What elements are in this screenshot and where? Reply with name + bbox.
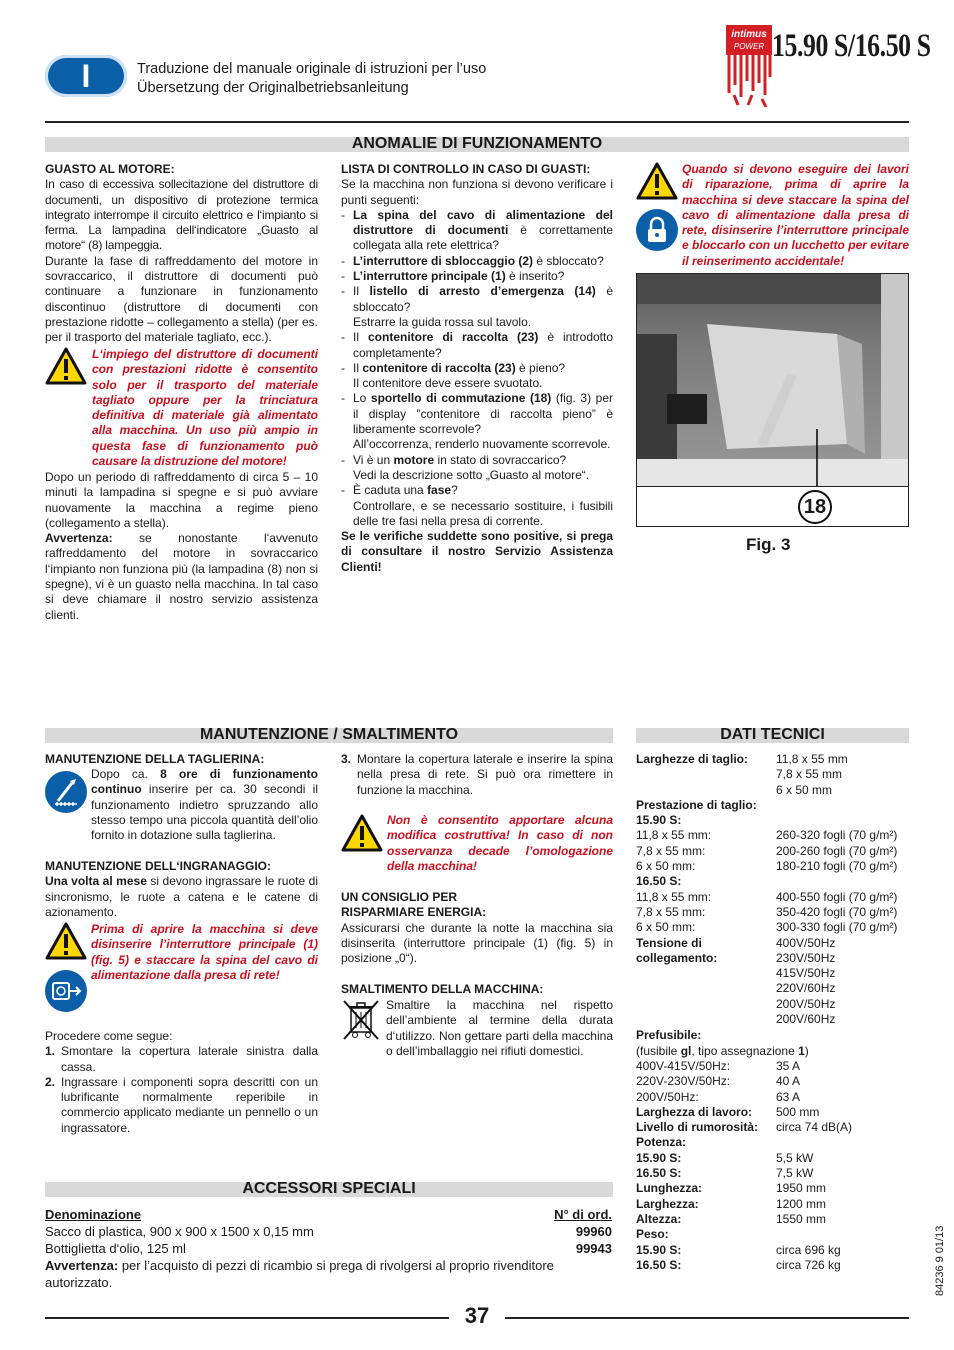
disposal-text: Smaltire la macchina nel rispetto dell’ambiente al termine della durata d‘utilizzo. Non gettare parti della macchina o dell’imballaggio nei rifiuti domestici.: [386, 998, 613, 1058]
tech-row: 15.90 S: 5,5 kW: [636, 1150, 814, 1165]
checklist-heading: LISTA DI CONTROLLO IN CASO DI GUASTI:: [341, 162, 591, 176]
tech-label: Peso:: [636, 1227, 669, 1242]
accessory-row: Bottiglietta d‘olio, 125 ml 99943: [45, 1241, 612, 1256]
energy-text: Assicurarsi che durante la notte la macchina sia disinserita (interruttore principale (1) (fig. 5) in posizione „0“).: [341, 920, 613, 966]
checklist-list: [341, 208, 613, 529]
tech-label: Prefusibile:: [636, 1028, 702, 1043]
checklist-item: - Il contenitore di raccolta (23) è pieno? Il contenitore deve essere svuotato.: [341, 361, 613, 392]
energy-section: [341, 890, 613, 966]
accessory-row: Sacco di plastica, 900 x 900 x 1500 x 0,15 mm 99960: [45, 1224, 612, 1239]
maint-gear-section: [45, 859, 318, 920]
tech-row: Larghezze di taglio: 11,8 x 55 mm 7,8 x 55 mm 6 x 50 mm: [636, 752, 848, 797]
oil-can-icon: [45, 771, 87, 813]
motor-fault-section: [45, 162, 318, 346]
accessori-title: ACCESSORI SPECIALI: [242, 1180, 416, 1197]
header-line-1: Traduzione del manuale originale di istruzioni per l’uso: [137, 61, 487, 77]
callout-18: [798, 490, 832, 524]
header-rule: [45, 121, 909, 123]
checklist-item: - Lo sportello di commutazione (18) (fig. 3) per il display ”contenitore di raccolta pieno” è liberamente scorrevole? All’occorrenza, renderlo nuovamente scorrevole.: [341, 391, 613, 452]
header-line-2: Übersetzung der Originalbetriebsanleitung: [137, 80, 409, 96]
manutenzione-title: MANUTENZIONE / SMALTIMENTO: [199, 726, 459, 743]
tech-row: Lunghezza: 1950 mm: [636, 1181, 827, 1196]
brand-sub: POWER: [733, 42, 765, 51]
procedure-steps-continued: [341, 752, 613, 798]
accessories-table: [45, 1206, 612, 1291]
motor-fault-heading: GUASTO AL MOTORE:: [45, 162, 175, 176]
tech-row: 11,8 x 55 mm: 400-550 fogli (70 g/m²): [636, 889, 898, 904]
tech-row: 6 x 50 mm: 300-330 fogli (70 g/m²): [636, 920, 898, 935]
callout-number: 18: [803, 496, 827, 518]
motor-fault-p3: Dopo un periodo di raffreddamento di circa 5 – 10 minuti la lampadina si spegne e si può avviare nuovamente la macchina a regime pieno (collegamento a stella).: [45, 470, 318, 530]
checklist-item: - L’interruttore di sbloccaggio (2) è sbloccato?: [341, 254, 613, 269]
machine-photo-image: [637, 274, 908, 486]
motor-fault-more: [45, 470, 318, 623]
figure-3-photo: [636, 273, 909, 527]
checklist-item: - È caduta una fase? Controllare, e se necessario sostituire, i fusibili delle tre fasi nella presa di corrente.: [341, 483, 613, 529]
maint-heading-1: MANUTENZIONE DELLA TAGLIERINA:: [45, 752, 265, 766]
unplug-icon: [45, 970, 87, 1012]
maint-step-3: [341, 752, 613, 798]
col-number-header: N° di ord.: [554, 1207, 612, 1222]
motor-warning-text: L‘impiego del distruttore di documenti con prestazioni ridotte è consentito solo per il trasporto del materiale tagliato oppure per la trinciatura definitiva di materiale già alimentato alla macchina. Un uso più ampio in questa fase di funzionamento può causare la distruzione del motore!: [92, 347, 318, 469]
checklist-item: - Il contenitore di raccolta (23) è introdotto completamente?: [341, 330, 613, 361]
maint-cutter-text: Dopo ca. 8 ore di funzionamento continuo inserire per ca. 30 secondi il funzionamento indietro spruzzando allo stesso tempo una piccola quantità dell’olio fornito in dotazione sulla taglierina.: [91, 767, 318, 843]
avvertenza-text: se nonostante l‘avvenuto raffreddamento del motore in sovraccarico l‘impianto non funziona più (la lampadina (8) non si spegne), vi è un guasto nella macchina. In tal caso si deve chiamare il nostro servizio assistenza clienti.: [45, 531, 318, 622]
shred-strips-icon: [726, 55, 772, 107]
tech-row: 16.50 S: 7,5 kW: [636, 1166, 814, 1181]
footer-rule-left: [45, 1317, 449, 1319]
anomalie-title: ANOMALIE DI FUNZIONAMENTO: [351, 135, 603, 152]
procedure-step: 1. Smontare la copertura laterale sinistra dalla cassa.: [45, 1044, 318, 1074]
warning-triangle-icon: [45, 347, 87, 385]
footer-rule-right: [505, 1317, 909, 1319]
tech-row: Larghezza di lavoro: 500 mm: [636, 1104, 820, 1119]
tech-row: 220V-230V/50Hz: 40 A: [636, 1074, 801, 1089]
col-name-header: Denominazione: [45, 1207, 142, 1222]
procedure-step: 2. Ingrassare i componenti sopra descritti con un lubrificante normalmente reperibile in commercio applicato mediante un pennello o un ingrassatore.: [45, 1074, 318, 1135]
tech-row: Livello di rumorosità: circa 74 dB(A): [636, 1120, 853, 1135]
avvertenza-label: Avvertenza:: [45, 531, 113, 546]
tech-row: 11,8 x 55 mm: 260-320 fogli (70 g/m²): [636, 828, 898, 843]
figure-label: Fig. 3: [746, 535, 791, 554]
warning-triangle-icon: [45, 922, 87, 960]
checklist-footer: Se le verifiche suddette sono positive, si prega di consultare il nostro Servizio Assistenza Clienti!: [341, 529, 613, 574]
procedure-intro: Procedere come segue:: [45, 1029, 173, 1043]
motor-fault-p2: Durante la fase di raffreddamento del motore in sovraccarico, il distruttore di documenti può continuare a funzionare in funzionamento discontinuo (distruttore di documenti con prestazione ridotte – collegamento a stella) (per es. per il trasporto del materiale tagliato, ecc.).: [45, 253, 318, 345]
tech-label: Potenza:: [636, 1135, 687, 1150]
warning-triangle-icon: [341, 814, 383, 852]
accessories-header-row: [45, 1206, 612, 1223]
motor-fault-p4: [45, 531, 318, 623]
crossed-bin-icon: [341, 998, 381, 1042]
tech-label: Prestazione di taglio:: [636, 797, 757, 812]
modification-warning-text: Non è consentito apportare alcuna modifica costruttiva! In caso di non osservanza decade l’omologazione della macchina!: [387, 813, 613, 873]
tech-label: 15.90 S:: [636, 813, 682, 828]
checklist-item: - Vi è un motore in stato di sovraccarico? Vedi la descrizione sotto „Guasto al motore“.: [341, 453, 613, 484]
page-number: 37: [464, 1303, 490, 1328]
procedure-steps: [45, 1044, 318, 1136]
tech-row: 7,8 x 55 mm: 200-260 fogli (70 g/m²): [636, 843, 898, 858]
tech-row: Larghezza: 1200 mm: [636, 1196, 827, 1211]
repair-warning-text: Quando si devono eseguire dei lavori di riparazione, prima di aprire la macchina si deve staccare la spina del cavo di alimentazione dalla presa di rete, disinserire l’interruttore principale e bloccarlo con un lucchetto per evitare il reinserimento accidentale!: [682, 162, 909, 268]
tech-data: [636, 752, 909, 1273]
accessories-note: Avvertenza: per l’acquisto di pezzi di ricambio si prega di rivolgersi al proprio rivenditore autorizzato.: [45, 1258, 554, 1290]
warning-triangle-icon: [636, 162, 678, 200]
brand-logo: [726, 25, 772, 107]
tech-row: 16.50 S: circa 726 kg: [636, 1257, 841, 1272]
dati-title: DATI TECNICI: [720, 726, 825, 743]
maint-procedure: [45, 1029, 318, 1136]
fuse-note: (fusibile gl, tipo assegnazione 1): [636, 1043, 809, 1058]
energy-heading-1: UN CONSIGLIO PER: [341, 890, 458, 904]
maint-cutter-heading: [45, 752, 318, 767]
maint-gear-text: Una volta al mese si devono ingrassare le ruote di sincronismo, le ruote a catena e le catene di azionamento.: [45, 874, 318, 919]
tech-row: 6 x 50 mm: 180-210 fogli (70 g/m²): [636, 859, 898, 874]
header-text: [137, 60, 486, 98]
tech-row: Altezza: 1550 mm: [636, 1211, 827, 1226]
motor-fault-p1: In caso di eccessiva sollecitazione del distruttore di documenti, un dispositivo di protezione termica integrato interrompe il circuito elettrico e l‘impianto si ferma. La lampadina dell‘indicatore „Guasto al motore“ (8) lampeggia.: [45, 177, 318, 253]
checklist-section: [341, 162, 613, 575]
model-title: 15.90 S/16.50 S: [772, 28, 931, 64]
maint-warning-text: Prima di aprire la macchina si deve disinserire l’interruttore principale (1) (fig. 5) e staccare la spina del cavo di alimentazione dalla presa di rete!: [91, 922, 318, 982]
document-code: 84236 9 01/13: [934, 1225, 946, 1296]
maint-heading-2: MANUTENZIONE DELL‘INGRANAGGIO:: [45, 859, 271, 873]
disposal-heading-text: SMALTIMENTO DELLA MACCHINA:: [341, 982, 544, 996]
language-letter: I: [81, 58, 91, 94]
tech-row: Tensione di collegamento: 400V/50Hz 230V/50Hz 415V/50Hz 220V/60Hz 200V/50Hz 200V/60Hz: [636, 935, 836, 1027]
energy-heading-2: RISPARMIARE ENERGIA:: [341, 905, 487, 920]
tech-row: 200V/50Hz: 63 A: [636, 1089, 801, 1104]
tech-label: 16.50 S:: [636, 874, 682, 889]
checklist-item: - La spina del cavo di alimentazione del distruttore di documenti è correttamente collegata alla rete elettrica?: [341, 208, 613, 254]
checklist-item: - Il listello di arresto d’emergenza (14) è sbloccato? Estrarre la guida rossa sul tavolo.: [341, 284, 613, 330]
tech-row: 7,8 x 55 mm: 350-420 fogli (70 g/m²): [636, 904, 898, 919]
padlock-icon: [636, 209, 678, 251]
tech-row: 15.90 S: circa 696 kg: [636, 1242, 841, 1257]
brand-name: intimus: [731, 29, 767, 40]
checklist-item: - L’interruttore principale (1) è inserito?: [341, 269, 613, 284]
checklist-intro: Se la macchina non funziona si devono verificare i punti seguenti:: [341, 177, 613, 207]
procedure-step: 3. Montare la copertura laterale e inserire la spina nella presa di rete. Si può ora rimettere in funzione la macchina.: [341, 752, 613, 797]
tech-row: 400V-415V/50Hz: 35 A: [636, 1058, 801, 1073]
disposal-heading: [341, 982, 613, 997]
